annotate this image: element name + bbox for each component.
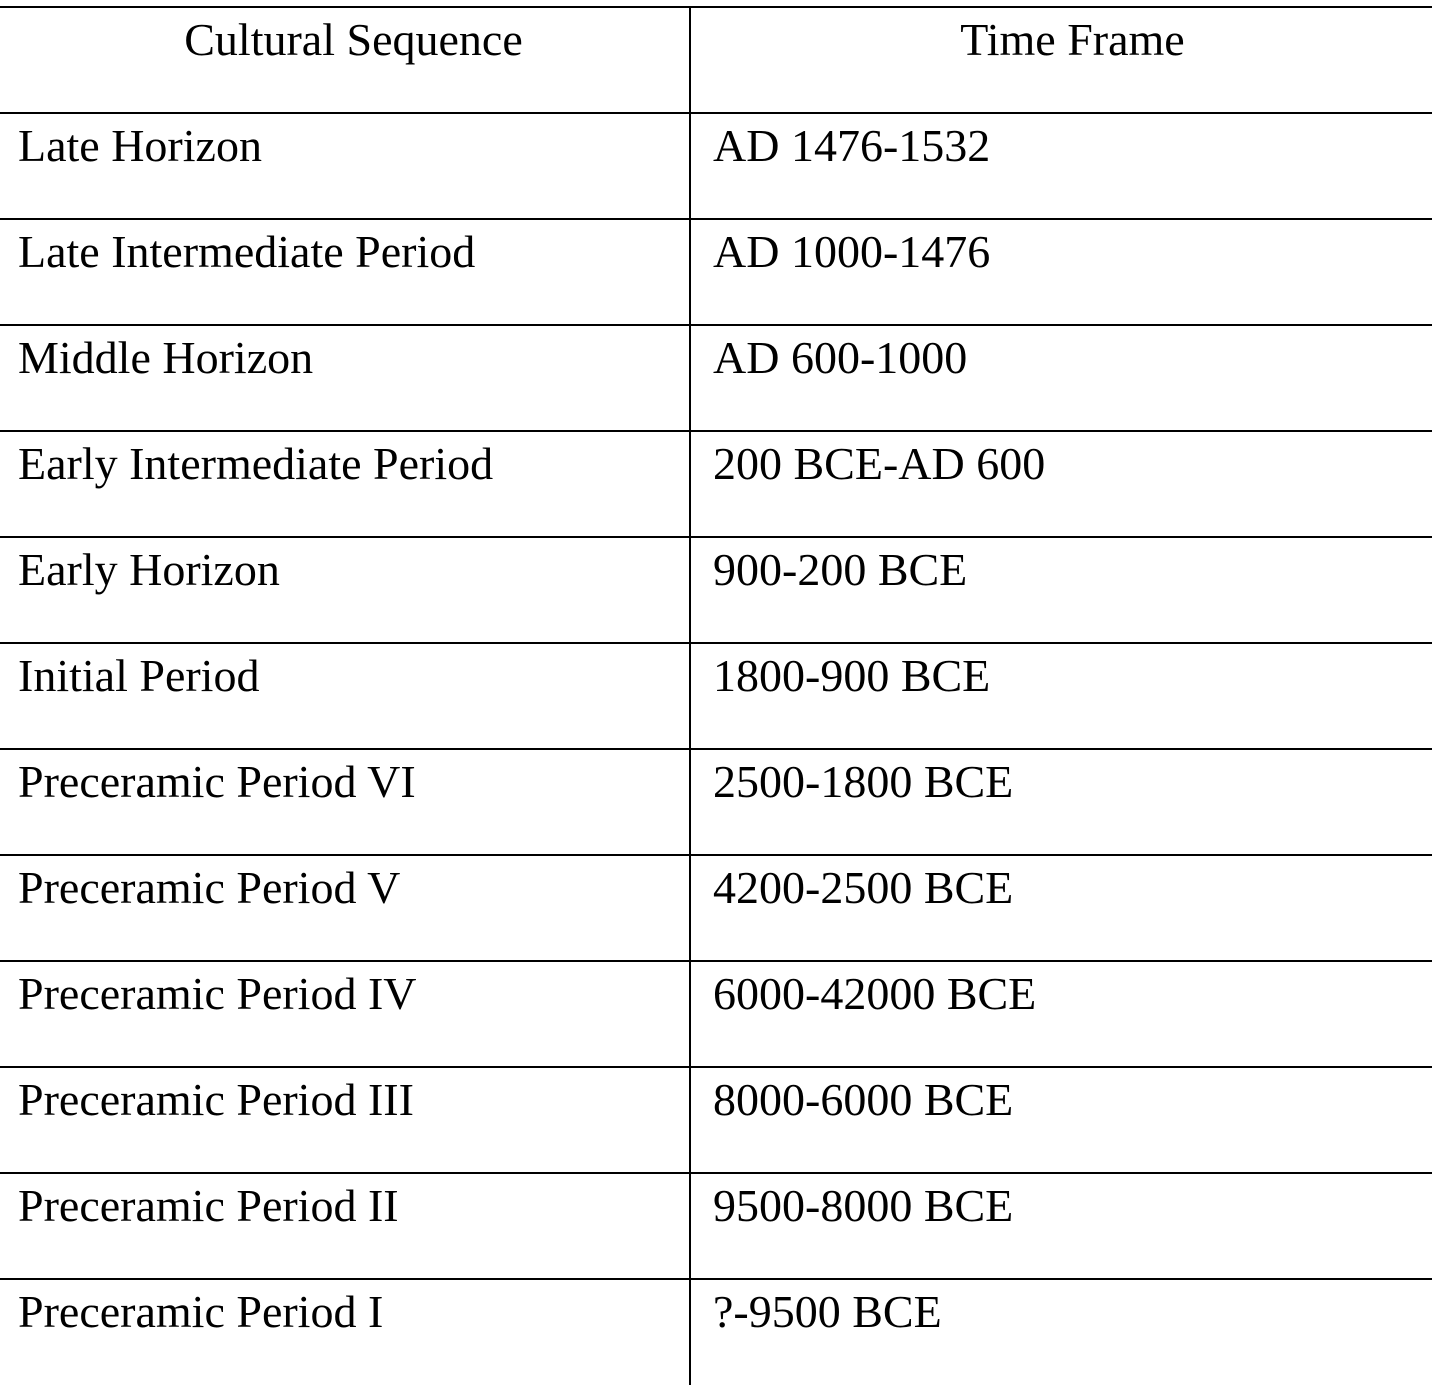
time-frame-cell: 200 BCE-AD 600	[690, 431, 1432, 537]
time-frame-cell: AD 600-1000	[690, 325, 1432, 431]
table-row	[0, 431, 1432, 537]
time-frame-cell: 2500-1800 BCE	[690, 749, 1432, 855]
table-row	[0, 961, 1432, 1067]
table-row	[0, 855, 1432, 961]
cultural-sequence-cell: Initial Period	[0, 643, 690, 749]
cultural-sequence-cell: Preceramic Period VI	[0, 749, 690, 855]
cultural-sequence-cell: Preceramic Period IV	[0, 961, 690, 1067]
time-frame-cell: 8000-6000 BCE	[690, 1067, 1432, 1173]
table-row	[0, 749, 1432, 855]
time-frame-cell: 1800-900 BCE	[690, 643, 1432, 749]
table-row	[0, 643, 1432, 749]
table-row	[0, 1279, 1432, 1385]
time-frame-cell: 4200-2500 BCE	[690, 855, 1432, 961]
time-frame-cell: 6000-42000 BCE	[690, 961, 1432, 1067]
table-row	[0, 1067, 1432, 1173]
cultural-sequence-cell: Preceramic Period III	[0, 1067, 690, 1173]
cultural-sequence-cell: Middle Horizon	[0, 325, 690, 431]
cultural-sequence-cell: Preceramic Period I	[0, 1279, 690, 1385]
cultural-sequence-cell: Preceramic Period V	[0, 855, 690, 961]
time-frame-cell: AD 1476-1532	[690, 113, 1432, 219]
table-row	[0, 1173, 1432, 1279]
time-frame-cell: 900-200 BCE	[690, 537, 1432, 643]
time-frame-cell: ?-9500 BCE	[690, 1279, 1432, 1385]
header-time-frame: Time Frame	[690, 7, 1432, 113]
table-row	[0, 325, 1432, 431]
cultural-sequence-cell: Early Horizon	[0, 537, 690, 643]
cultural-sequence-cell: Late Horizon	[0, 113, 690, 219]
table-row	[0, 219, 1432, 325]
time-frame-cell: 9500-8000 BCE	[690, 1173, 1432, 1279]
cultural-sequence-cell: Preceramic Period II	[0, 1173, 690, 1279]
table-header-row	[0, 7, 1432, 113]
table-row	[0, 113, 1432, 219]
time-frame-cell: AD 1000-1476	[690, 219, 1432, 325]
cultural-sequence-cell: Early Intermediate Period	[0, 431, 690, 537]
cultural-sequence-table	[0, 6, 1432, 1385]
header-cultural-sequence: Cultural Sequence	[0, 7, 690, 113]
table-row	[0, 537, 1432, 643]
cultural-sequence-cell: Late Intermediate Period	[0, 219, 690, 325]
